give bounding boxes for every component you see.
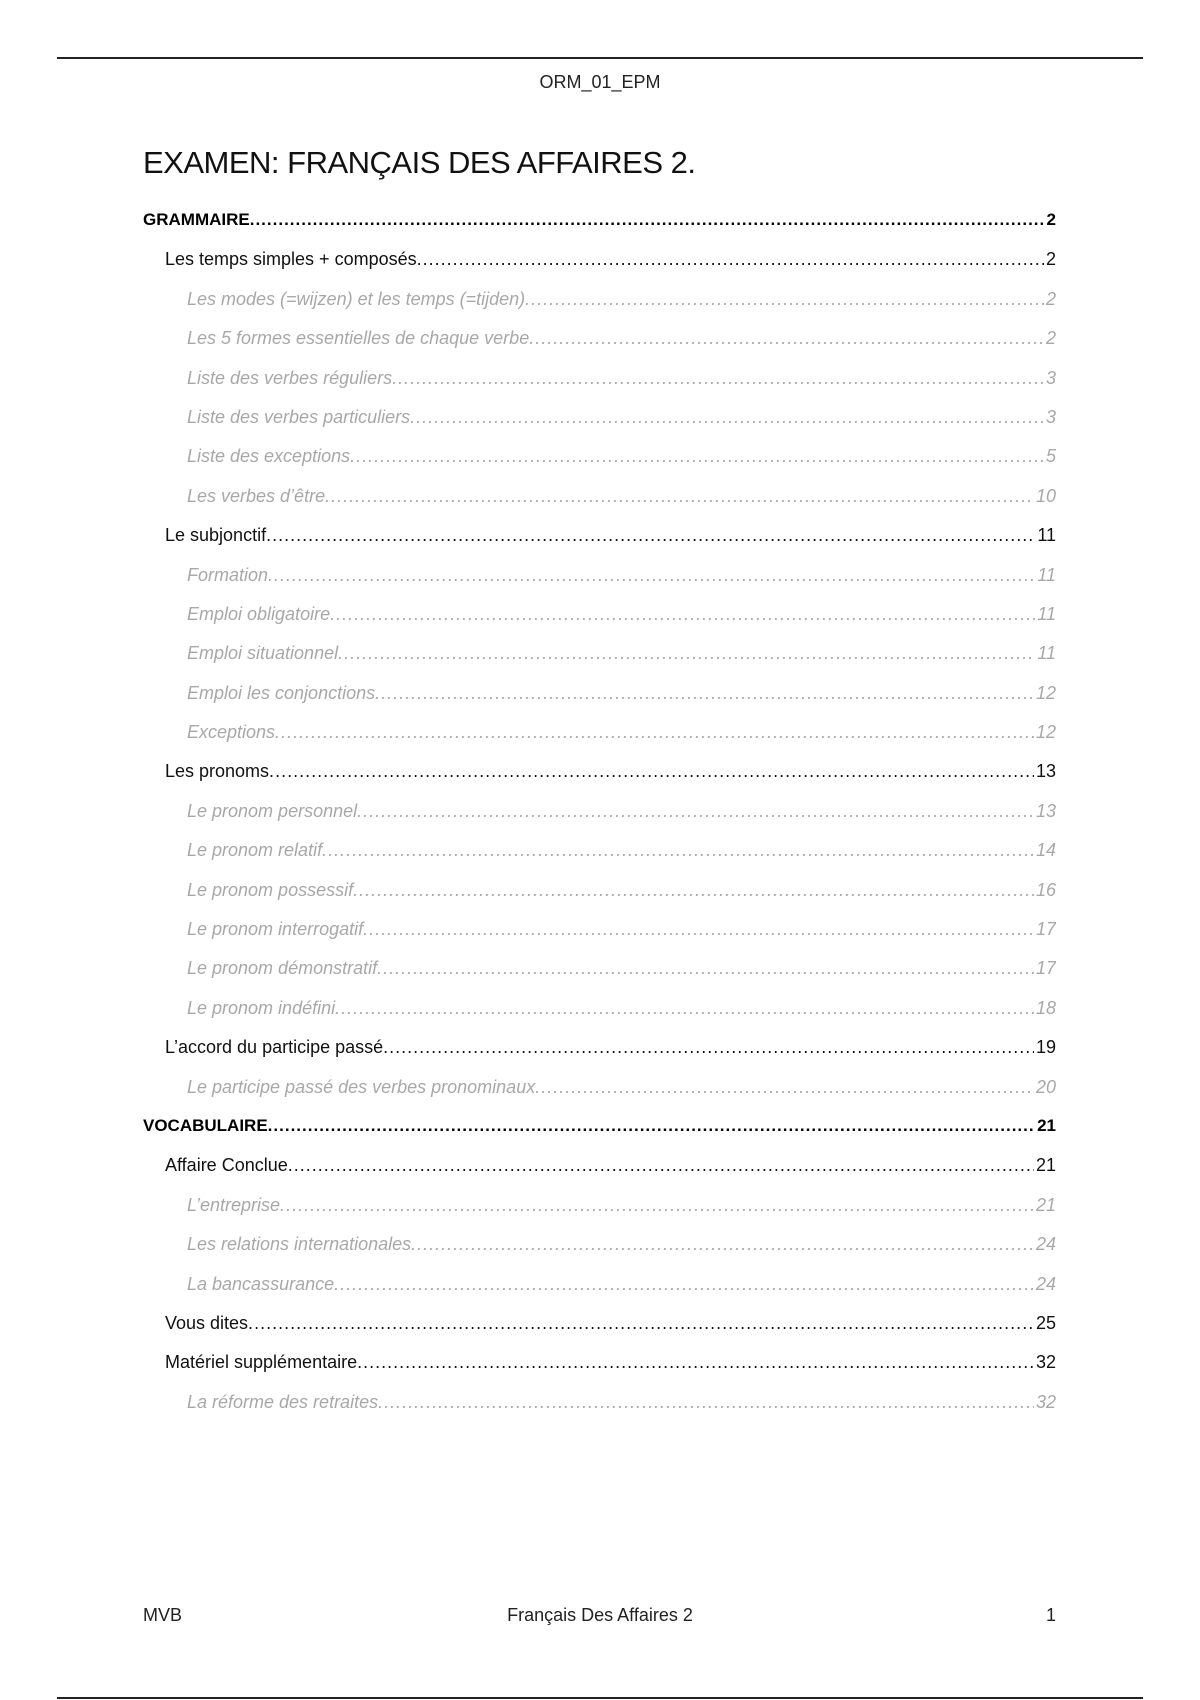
toc-entry-title: Liste des verbes particuliers. [187,406,416,427]
footer-page-number: 1 [1045,1605,1056,1625]
toc-entry-page: 13 [1035,761,1056,782]
toc-entry-page: 12 [1035,722,1056,743]
toc-entry-page: 21 [1037,1115,1056,1135]
toc-entry-level-2[interactable] [143,1153,1056,1192]
toc-dot-leader [336,602,1035,626]
toc-entry-title: L’entreprise. [187,1194,286,1215]
toc-dot-leader [274,563,1035,587]
toc-entry-level-2[interactable] [143,1350,1056,1389]
toc-dot-leader [275,759,1034,783]
toc-entry-title: Le pronom possessif. [187,879,359,900]
toc-dot-leader [254,1311,1034,1335]
toc-entry-level-3[interactable] [143,1193,1056,1232]
toc-dot-leader [531,287,1044,311]
toc-dot-leader [356,444,1044,468]
toc-dot-leader [541,1075,1034,1099]
toc-entry-title: VOCABULAIRE. [143,1115,273,1135]
toc-entry-page: 11 [1037,564,1056,585]
toc-entry-page: 19 [1035,1037,1056,1058]
toc-dot-leader [286,1193,1034,1217]
toc-dot-leader [383,956,1034,980]
toc-entry-level-3[interactable] [143,917,1056,956]
toc-dot-leader [255,208,1044,232]
toc-entry-title: Le subjonctif. [165,525,272,546]
toc-entry-level-3[interactable] [143,681,1056,720]
toc-dot-leader [294,1153,1034,1177]
footer-rule [57,1697,1143,1699]
toc-entry-page: 3 [1045,406,1056,427]
toc-entry-page: 11 [1037,643,1056,664]
toc-entry-title: Le pronom relatif. [187,840,328,861]
toc-entry-page: 14 [1035,840,1056,861]
toc-entry-title: Vous dites. [165,1312,254,1333]
toc-entry-title: Le pronom interrogatif. [187,919,369,940]
toc-dot-leader [272,523,1035,547]
toc-dot-leader [344,641,1035,665]
toc-entry-page: 2 [1045,249,1056,270]
toc-entry-page: 21 [1035,1194,1056,1215]
toc-dot-leader [281,720,1034,744]
toc-dot-leader [381,681,1034,705]
toc-dot-leader [363,1350,1034,1374]
toc-entry-level-2[interactable] [143,247,1056,286]
toc-entry-page: 5 [1045,446,1056,467]
toc-dot-leader [423,247,1044,271]
toc-entry-title: Emploi les conjonctions. [187,682,381,703]
toc-entry-page: 32 [1035,1391,1056,1412]
toc-entry-title: Les verbes d’être. [187,485,331,506]
toc-entry-level-3[interactable] [143,956,1056,995]
toc-entry-level-3[interactable] [143,1390,1056,1429]
toc-entry-level-2[interactable] [143,759,1056,798]
toc-entry-level-3[interactable] [143,484,1056,523]
toc-entry-title: Liste des exceptions. [187,446,356,467]
header-rule [57,57,1143,59]
toc-entry-page: 17 [1035,919,1056,940]
toc-entry-level-3[interactable] [143,799,1056,838]
toc-entry-title: Matériel supplémentaire. [165,1352,363,1373]
toc-dot-leader [417,1232,1034,1256]
toc-entry-level-3[interactable] [143,878,1056,917]
toc-entry-level-3[interactable] [143,366,1056,405]
toc-entry-level-3[interactable] [143,1075,1056,1114]
toc-entry-level-3[interactable] [143,1272,1056,1311]
toc-dot-leader [389,1035,1034,1059]
toc-entry-level-2[interactable] [143,1035,1056,1074]
toc-dot-leader [328,838,1034,862]
toc-entry-page: 24 [1035,1273,1056,1294]
toc-entry-title: La bancassurance. [187,1273,340,1294]
toc-entry-level-3[interactable] [143,602,1056,641]
toc-dot-leader [273,1114,1035,1138]
toc-entry-page: 2 [1045,328,1056,349]
toc-entry-title: Les pronoms. [165,761,275,782]
toc-entry-title: Le pronom personnel. [187,800,363,821]
toc-entry-level-2[interactable] [143,1311,1056,1350]
toc-dot-leader [340,1272,1034,1296]
toc-entry-title: Exceptions. [187,722,281,743]
toc-entry-title: Les relations internationales. [187,1234,417,1255]
toc-entry-level-3[interactable] [143,720,1056,759]
toc-entry-level-3[interactable] [143,326,1056,365]
toc-dot-leader [384,1390,1034,1414]
toc-dot-leader [535,326,1044,350]
toc-entry-level-3[interactable] [143,641,1056,680]
toc-entry-level-3[interactable] [143,444,1056,483]
toc-entry-level-3[interactable] [143,405,1056,444]
toc-entry-page: 11 [1037,525,1056,546]
toc-entry-level-3[interactable] [143,1232,1056,1271]
toc-dot-leader [398,366,1044,390]
toc-entry-title: Liste des verbes réguliers. [187,367,398,388]
toc-dot-leader [359,878,1034,902]
toc-dot-leader [416,405,1044,429]
toc-entry-level-1[interactable] [143,1114,1056,1153]
toc-entry-title: Les modes (=wijzen) et les temps (=tijden). [187,288,531,309]
toc-entry-page: 2 [1046,210,1056,229]
toc-entry-level-3[interactable] [143,996,1056,1035]
footer-author: MVB [143,1605,183,1625]
toc-entry-page: 17 [1035,958,1056,979]
toc-dot-leader [369,917,1034,941]
toc-entry-title: GRAMMAIRE. [143,210,255,229]
toc-entry-title: L’accord du participe passé. [165,1037,389,1058]
toc-entry-level-3[interactable] [143,838,1056,877]
toc-dot-leader [341,996,1034,1020]
toc-dot-leader [331,484,1034,508]
toc-entry-page: 11 [1037,603,1056,624]
toc-entry-page: 13 [1035,800,1056,821]
toc-dot-leader [363,799,1034,823]
toc-entry-title: Emploi obligatoire. [187,603,336,624]
toc-entry-page: 24 [1035,1234,1056,1255]
toc-entry-title: Les 5 formes essentielles de chaque verbe. [187,328,535,349]
footer-title: Français Des Affaires 2 [507,1605,693,1625]
toc-entry-page: 10 [1035,485,1056,506]
toc-entry-page: 2 [1045,288,1056,309]
toc-entry-level-3[interactable] [143,287,1056,326]
toc-entry-page: 3 [1045,367,1056,388]
toc-entry-title: La réforme des retraites. [187,1391,384,1412]
running-header: ORM_01_EPM [539,72,661,92]
table-of-contents [143,208,1056,1429]
toc-entry-level-3[interactable] [143,563,1056,602]
toc-entry-page: 21 [1035,1155,1056,1176]
toc-entry-page: 18 [1035,997,1056,1018]
toc-entry-title: Formation. [187,564,274,585]
toc-entry-page: 32 [1035,1352,1056,1373]
toc-entry-level-1[interactable] [143,208,1056,247]
toc-entry-title: Affaire Conclue. [165,1155,293,1176]
document-title: EXAMEN: FRANÇAIS DES AFFAIRES 2. [143,145,696,180]
toc-entry-title: Le participe passé des verbes pronominaux. [187,1076,541,1097]
toc-entry-page: 20 [1035,1076,1056,1097]
toc-entry-title: Emploi situationnel. [187,643,344,664]
toc-entry-page: 12 [1035,682,1056,703]
toc-entry-level-2[interactable] [143,523,1056,562]
toc-entry-title: Les temps simples + composés. [165,249,422,270]
toc-entry-title: Le pronom démonstratif. [187,958,383,979]
toc-entry-page: 16 [1035,879,1056,900]
toc-entry-page: 25 [1035,1312,1056,1333]
toc-entry-title: Le pronom indéfini. [187,997,341,1018]
